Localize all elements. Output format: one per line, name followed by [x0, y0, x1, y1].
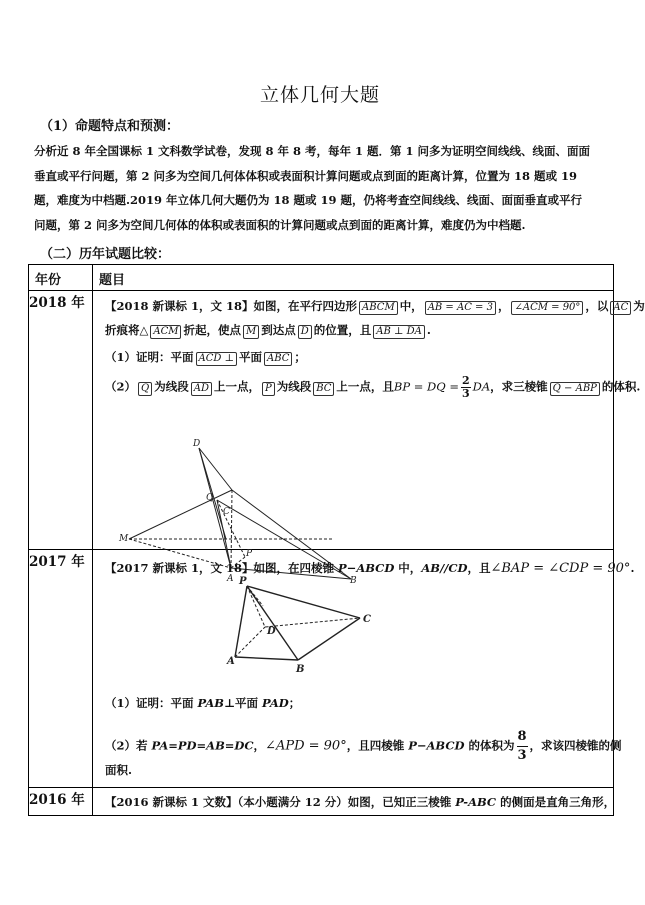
problem-2018-q1: [105, 349, 306, 366]
text: （1）证明：平面: [105, 350, 194, 364]
text: 的体积为: [464, 738, 515, 753]
text: 【2016 新课标 1 文数】（本小题满分 12 分）如图，已知正三棱锥: [105, 795, 456, 809]
problem-2016-line1: [105, 794, 615, 810]
text: 的位置，且: [313, 323, 372, 337]
text: （2）若: [105, 738, 152, 753]
problem-cell: [93, 550, 635, 788]
text: 的体积.: [601, 379, 641, 394]
problem-cell: [93, 788, 614, 816]
text: 折痕将△: [105, 323, 149, 337]
math-box: P: [262, 382, 275, 396]
text: ，: [253, 738, 266, 753]
intro-line: 垂直或平行问题，第 2 问多为空间几何体体积或表面积计算问题或点到面的距离计算，位置为 18 题或 19: [34, 168, 578, 183]
text: 的侧面是直角三角形，: [496, 795, 616, 809]
text: ，以: [585, 299, 609, 313]
fraction-numerator: 8: [517, 728, 528, 747]
text: 上一点，: [213, 379, 260, 394]
label-M: M: [119, 534, 129, 544]
table-row-2017: [29, 550, 614, 788]
math-box: M: [243, 325, 259, 339]
math-box: Q − ABP: [550, 382, 600, 396]
label-B: B: [350, 576, 357, 586]
math: AB//CD: [421, 561, 468, 575]
problem-2017-q2-cont: [105, 762, 132, 778]
fraction-denominator: 3: [517, 748, 527, 763]
label-A: A: [227, 574, 234, 584]
exam-history-table: [28, 264, 645, 816]
label-P: P: [239, 576, 247, 587]
math-box: ABC: [264, 352, 292, 366]
text: （2）: [105, 379, 137, 394]
text: 到达点: [261, 323, 296, 337]
table-row-2018: [29, 291, 614, 550]
text: ；: [294, 350, 306, 364]
math-box: AB ⊥ DA: [373, 325, 425, 339]
math-box: D: [298, 325, 312, 339]
fraction: [461, 375, 471, 400]
equation: DA: [472, 379, 491, 394]
math-box: ABCM: [359, 301, 398, 315]
text: 上一点，且: [336, 379, 394, 394]
problem-2018-line2: [105, 322, 431, 339]
label-C: C: [223, 507, 230, 517]
text: .: [630, 561, 635, 575]
problem-2017-q2: [105, 728, 622, 765]
text: ，求三棱锥: [490, 379, 548, 394]
text: ；: [288, 696, 301, 710]
text: 中，: [399, 299, 423, 313]
math-box: ACD ⊥: [196, 352, 237, 366]
table-row-2016: [29, 788, 614, 816]
figure-2017-pyramid: [227, 576, 435, 686]
text: ，且: [467, 561, 491, 575]
source-tag: 【2018 新课标 1，文 18】: [105, 299, 254, 313]
table-header-row: [29, 265, 614, 291]
math-box: AC: [610, 301, 631, 315]
header-problem: 题目: [93, 265, 614, 291]
text: .: [426, 323, 431, 337]
text: 【2017 新课标 1，文 18】如图，在四棱锥: [105, 561, 339, 575]
page-title: 立体几何大题: [259, 84, 380, 106]
intro-paragraph: [34, 139, 606, 237]
year-cell: 2016 年: [29, 788, 93, 816]
math-box: AB = AC = 3: [425, 301, 496, 315]
math: PA=PD=AB=DC: [151, 738, 254, 753]
text: 中，: [394, 561, 422, 575]
problem-2018-line1: [105, 298, 645, 315]
intro-line: 问题，第 2 问多为空间几何体的体积或表面积的计算问题或点到面的距离计算，难度仍为中档题.: [34, 217, 526, 232]
equation: ∠BAP = ∠CDP = 90°: [490, 561, 631, 576]
math-box: ACM: [150, 325, 181, 339]
text: ，求该四棱锥的侧: [529, 738, 622, 753]
label-B: B: [296, 664, 305, 675]
text: ，且四棱锥: [346, 738, 409, 753]
text: 如图，在平行四边形: [253, 299, 358, 313]
math-box: ∠ACM = 90°: [511, 301, 583, 315]
math: P-ABC: [455, 795, 497, 809]
year-cell: 2018 年: [29, 291, 93, 550]
intro-line: 分析近 8 年全国课标 1 文科数学试卷，发现 8 年 8 考，每年 1 题．第 1 问多为证明空间线线、线面、面面: [34, 144, 591, 158]
math-box: BC: [313, 382, 334, 396]
section-heading-features: （1）命题特点和预测：: [40, 119, 180, 134]
text: 面积.: [105, 763, 133, 777]
math: P−ABCD: [408, 738, 465, 753]
math: PAB: [197, 696, 224, 710]
math: PAD: [262, 696, 289, 710]
label-A: A: [227, 656, 235, 667]
section-heading-history: （二）历年试题比较：: [40, 247, 171, 262]
label-D: D: [193, 439, 201, 449]
equation: BP = DQ =: [393, 379, 459, 394]
fraction: [517, 728, 528, 765]
text: 平面: [239, 350, 262, 364]
text: （1）证明：平面: [105, 696, 198, 710]
text: 为线段: [276, 379, 312, 394]
label-Q: Q: [206, 493, 214, 503]
problem-2017-line1: [105, 560, 634, 576]
text: 为线段: [154, 379, 189, 394]
fraction-numerator: 2: [461, 374, 470, 387]
intro-line: 题，难度为中档题.2019 年立体几何大题仍为 18 题或 19 题，仍将考查空间线线、线面、面面垂直或平行: [34, 193, 583, 207]
label-C: C: [363, 614, 371, 625]
label-D: D: [267, 626, 276, 637]
fraction-denominator: 3: [461, 387, 470, 400]
math-box: AD: [191, 382, 212, 396]
equation: ∠APD = 90°: [265, 738, 347, 754]
math-box: Q: [138, 382, 152, 396]
year-cell: 2017 年: [29, 550, 93, 788]
text: ，: [497, 299, 510, 313]
problem-2017-q1: [105, 695, 300, 711]
text: 折起，使点: [183, 323, 241, 337]
problem-2018-q2: [105, 375, 640, 400]
label-P: P: [246, 549, 253, 559]
text: ⊥平面: [223, 696, 263, 710]
header-year: 年份: [29, 265, 93, 291]
math: P−ABCD: [338, 561, 395, 575]
text: 为: [633, 299, 645, 313]
